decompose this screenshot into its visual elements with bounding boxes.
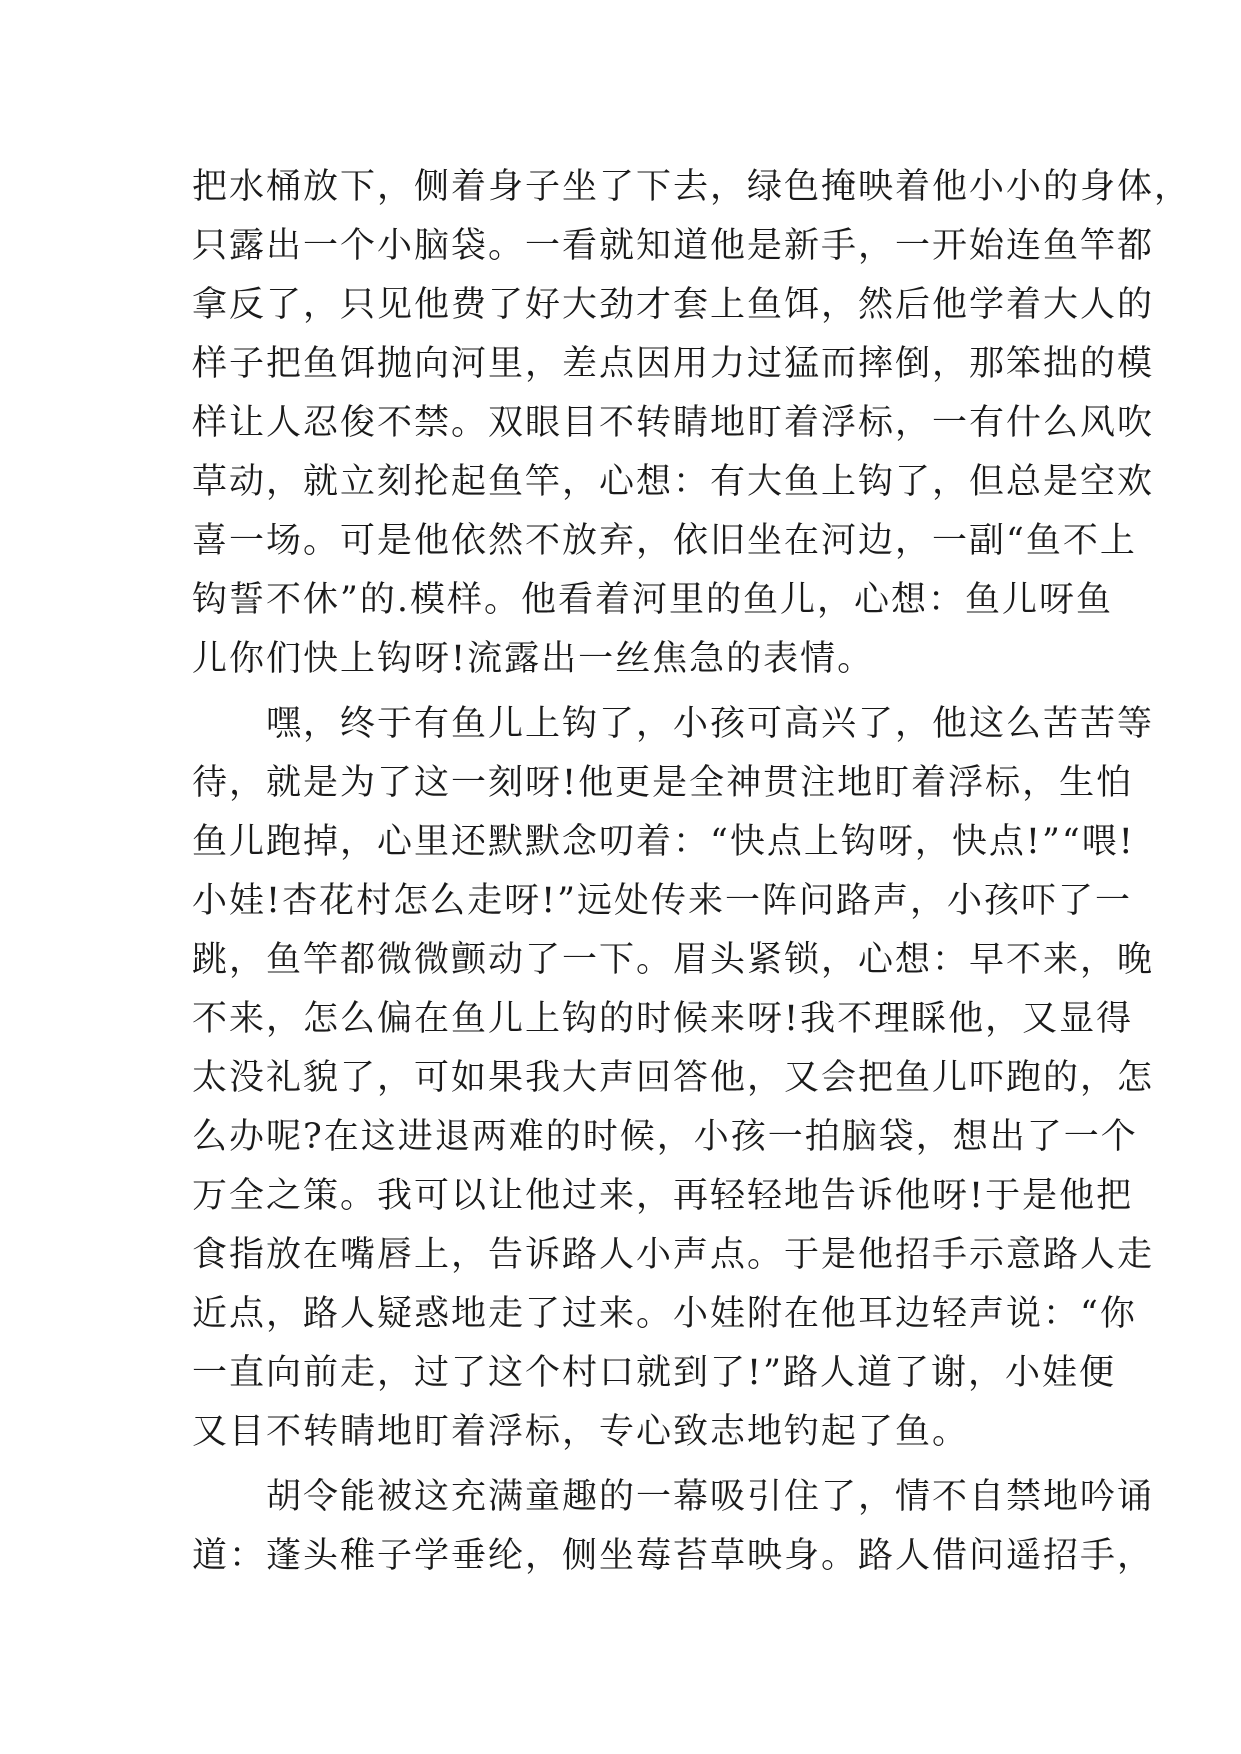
paragraph-start-line: 胡令能被这充满童趣的一幕吸引住了，情不自禁地吟诵 (192, 1477, 1155, 1517)
text-line: 只露出一个小脑袋。一看就知道他是新手，一开始连鱼竿都 (192, 226, 1155, 266)
text-line: 样子把鱼饵抛向河里，差点因用力过猛而摔倒，那笨拙的模 (192, 344, 1155, 384)
text-line: 道：蓬头稚子学垂纶，侧坐莓苔草映身。路人借问遥招手， (192, 1536, 1155, 1576)
text-line: 草动，就立刻抡起鱼竿，心想：有大鱼上钩了，但总是空欢 (192, 462, 1155, 502)
text-line: 把水桶放下，侧着身子坐了下去，绿色掩映着他小小的身体， (192, 167, 1192, 207)
text-line: 鱼儿跑掉，心里还默默念叨着：“快点上钩呀，快点!”“喂! (192, 822, 1135, 862)
text-line: 食指放在嘴唇上，告诉路人小声点。于是他招手示意路人走 (192, 1235, 1155, 1275)
text-line: 小娃!杏花村怎么走呀!”远处传来一阵问路声，小孩吓了一 (192, 881, 1133, 921)
text-line: 太没礼貌了，可如果我大声回答他，又会把鱼儿吓跑的，怎 (192, 1058, 1155, 1098)
text-line: 待，就是为了这一刻呀!他更是全神贯注地盯着浮标，生怕 (192, 763, 1134, 803)
text-line: 拿反了，只见他费了好大劲才套上鱼饵，然后他学着大人的 (192, 285, 1155, 325)
paragraph-start-line: 嘿，终于有鱼儿上钩了，小孩可高兴了，他这么苦苦等 (192, 704, 1155, 744)
text-line: 样让人忍俊不禁。双眼目不转睛地盯着浮标，一有什么风吹 (192, 403, 1155, 443)
text-line: 不来，怎么偏在鱼儿上钩的时候来呀!我不理睬他，又显得 (192, 999, 1134, 1039)
text-line: 儿你们快上钩呀!流露出一丝焦急的表情。 (192, 639, 875, 679)
text-line: 又目不转睛地盯着浮标，专心致志地钓起了鱼。 (192, 1412, 970, 1452)
document-body (192, 158, 1192, 1586)
text-line: 么办呢?在这进退两难的时候，小孩一拍脑袋，想出了一个 (192, 1117, 1138, 1157)
text-line: 万全之策。我可以让他过来，再轻轻地告诉他呀!于是他把 (192, 1176, 1134, 1216)
text-line: 一直向前走，过了这个村口就到了!”路人道了谢，小娃便 (192, 1353, 1116, 1393)
text-line: 钩誓不休”的.模样。他看着河里的鱼儿，心想：鱼儿呀鱼 (192, 580, 1114, 620)
text-line: 喜一场。可是他依然不放弃，依旧坐在河边，一副“鱼不上 (192, 521, 1137, 561)
text-line: 跳，鱼竿都微微颤动了一下。眉头紧锁，心想：早不来，晚 (192, 940, 1155, 980)
text-line: 近点，路人疑惑地走了过来。小娃附在他耳边轻声说：“你 (192, 1294, 1137, 1334)
